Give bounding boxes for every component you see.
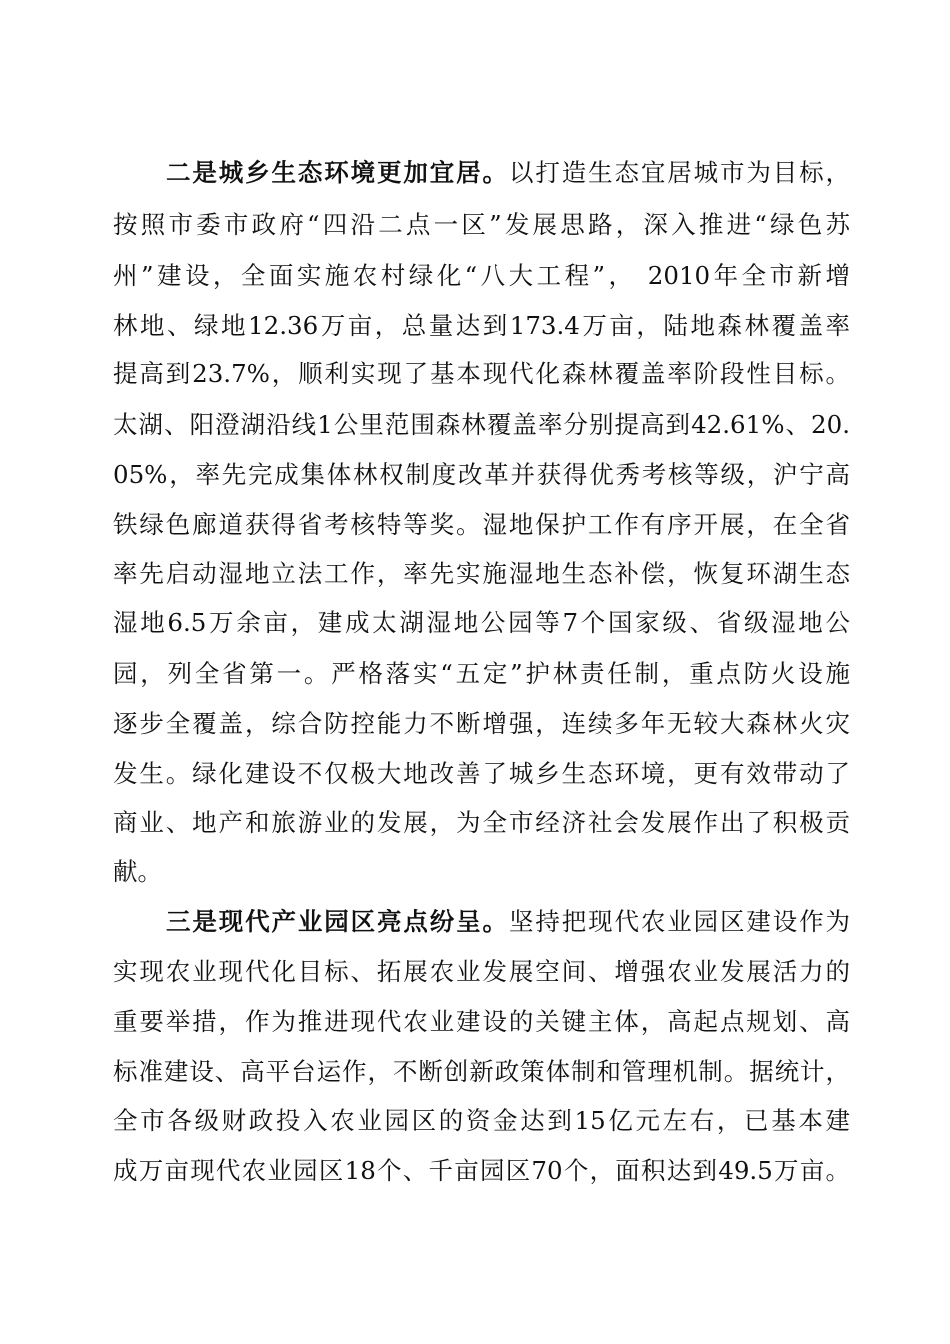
paragraph-1-line-2: 按照市委市政府“四沿二点一区”发展思路，深入推进“绿色苏 xyxy=(113,210,850,239)
paragraph-1-line-12: 逐步全覆盖，综合防控能力不断增强，连续多年无较大森林火灾 xyxy=(113,709,850,738)
paragraph-1-line-9: 率先启动湿地立法工作，率先实施湿地生态补偿，恢复环湖生态 xyxy=(113,559,850,588)
paragraph-2-line-3: 重要举措，作为推进现代农业建设的关键主体，高起点规划、高 xyxy=(113,1007,850,1036)
paragraph-2-line-1 xyxy=(166,897,850,947)
paragraph-2-line-1-text: 坚持把现代农业园区建设作为 xyxy=(508,907,850,936)
paragraph-1-line-10: 湿地6.5万余亩，建成太湖湿地公园等7个国家级、省级湿地公 xyxy=(113,608,850,637)
paragraph-1-line-1 xyxy=(166,148,850,198)
paragraph-1-line-8: 铁绿色廊道获得省考核特等奖。湿地保护工作有序开展，在全省 xyxy=(113,510,850,539)
paragraph-2-line-4: 标准建设、高平台运作，不断创新政策体制和管理机制。据统计， xyxy=(113,1057,850,1086)
paragraph-1-line-4: 林地、绿地12.36万亩，总量达到173.4万亩，陆地森林覆盖率 xyxy=(113,311,850,340)
paragraph-2-line-5: 全市各级财政投入农业园区的资金达到15亿元左右，已基本建 xyxy=(113,1106,850,1135)
paragraph-1-line-11: 园，列全省第一。严格落实“五定”护林责任制，重点防火设施 xyxy=(113,659,850,688)
paragraph-2-lead: 三是现代产业园区亮点纷呈。 xyxy=(166,907,509,936)
paragraph-1-line-15: 献。 xyxy=(113,857,162,886)
paragraph-2-line-2: 实现农业现代化目标、拓展农业发展空间、增强农业发展活力的 xyxy=(113,957,850,986)
paragraph-1-line-14: 商业、地产和旅游业的发展，为全市经济社会发展作出了积极贡 xyxy=(113,808,850,837)
paragraph-1-lead: 二是城乡生态环境更加宜居。 xyxy=(166,158,509,187)
paragraph-1-line-5: 提高到23.7%，顺利实现了基本现代化森林覆盖率阶段性目标。 xyxy=(113,359,850,388)
paragraph-1-line-1-text: 以打造生态宜居城市为目标， xyxy=(508,158,850,187)
paragraph-1-line-13: 发生。绿化建设不仅极大地改善了城乡生态环境，更有效带动了 xyxy=(113,759,850,788)
paragraph-1-line-7: 05%，率先完成集体林权制度改革并获得优秀考核等级，沪宁高 xyxy=(113,460,850,489)
paragraph-2-line-6: 成万亩现代农业园区18个、千亩园区70个，面积达到49.5万亩。 xyxy=(113,1156,850,1185)
paragraph-1-line-3: 州”建设，全面实施农村绿化“八大工程”， 2010年全市新增 xyxy=(113,261,850,290)
paragraph-1-line-6: 太湖、阳澄湖沿线1公里范围森林覆盖率分别提高到42.61%、20. xyxy=(113,410,850,439)
